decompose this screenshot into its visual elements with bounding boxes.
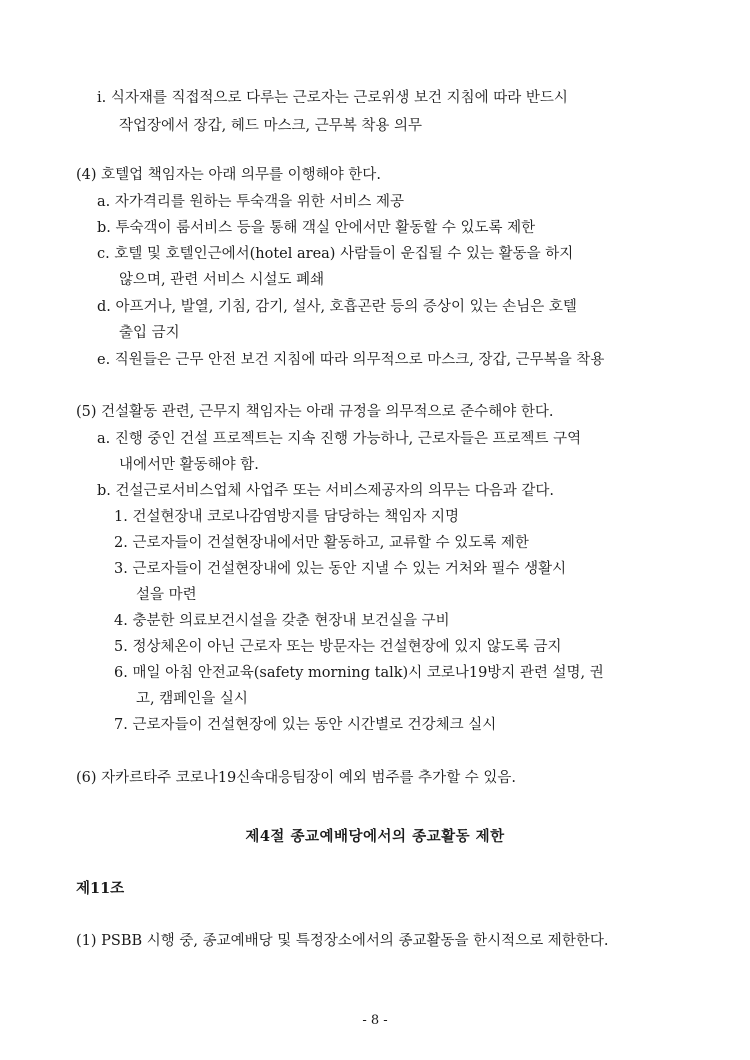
- section-5-numbered-3-line2: 설을 마련: [136, 587, 197, 603]
- item-i-line2: 작업장에서 장갑, 헤드 마스크, 근무복 착용 의무: [119, 118, 423, 134]
- section-4-item-b: b. 투숙객이 룸서비스 등을 통해 객실 안에서만 활동할 수 있도록 제한: [97, 220, 536, 236]
- section-5-numbered-6-line2: 고, 캠페인을 실시: [136, 691, 248, 707]
- section-6-heading: (6) 자카르타주 코로나19신속대응팀장이 예외 범주를 추가할 수 있음.: [76, 770, 517, 786]
- section-5-heading: (5) 건설활동 관련, 근무지 책임자는 아래 규정을 의무적으로 준수해야 한다.: [76, 404, 554, 420]
- section-4-item-d-line1: d. 아프거나, 발열, 기침, 감기, 설사, 호흡곤란 등의 증상이 있는 손님은 호텔: [97, 299, 577, 315]
- item-i-line1: i. 식자재를 직접적으로 다루는 근로자는 근로위생 보건 지침에 따라 반드시: [97, 90, 568, 106]
- section-5-numbered-4: 4. 충분한 의료보건시설을 갖춘 현장내 보건실을 구비: [114, 613, 450, 629]
- section-5-numbered-7: 7. 근로자들이 건설현장에 있는 동안 시간별로 건강체크 실시: [114, 717, 497, 733]
- section-4-heading: (4) 호텔업 책임자는 아래 의무를 이행해야 한다.: [76, 167, 381, 183]
- section-5-numbered-1: 1. 건설현장내 코로나감염방지를 담당하는 책임자 지명: [114, 509, 460, 525]
- section-5-numbered-6-line1: 6. 매일 아침 안전교육(safety morning talk)시 코로나19방지 관련 설명, 권: [114, 665, 604, 681]
- section-4-item-c-line2: 않으며, 관련 서비스 시설도 폐쇄: [119, 272, 325, 288]
- section-4-item-e: e. 직원들은 근무 안전 보건 지침에 따라 의무적으로 마스크, 장갑, 근무복을 착용: [97, 352, 605, 368]
- article-11-paragraph-1: (1) PSBB 시행 중, 종교예배당 및 특정장소에서의 종교활동을 한시적으로 제한한다.: [76, 933, 609, 949]
- section-5-numbered-2: 2. 근로자들이 건설현장내에서만 활동하고, 교류할 수 있도록 제한: [114, 535, 529, 551]
- section-5-item-a-line1: a. 진행 중인 건설 프로젝트는 지속 진행 가능하나, 근로자들은 프로젝트 구역: [97, 431, 582, 447]
- section-5-numbered-5: 5. 정상체온이 아닌 근로자 또는 방문자는 건설현장에 있지 않도록 금지: [114, 639, 562, 655]
- section-4-item-c-line1: c. 호텔 및 호텔인근에서(hotel area) 사람들이 운집될 수 있는 활동을 하지: [97, 246, 574, 262]
- page-number: - 8 -: [362, 1013, 388, 1028]
- article-title: 제11조: [76, 880, 125, 897]
- section-4-item-d-line2: 출입 금지: [119, 325, 180, 341]
- section-4-item-a: a. 자가격리를 원하는 투숙객을 위한 서비스 제공: [97, 194, 405, 210]
- section-5-item-b: b. 건설근로서비스업체 사업주 또는 서비스제공자의 의무는 다음과 같다.: [97, 483, 554, 499]
- section-5-numbered-3-line1: 3. 근로자들이 건설현장내에 있는 동안 지낼 수 있는 거처와 필수 생활시: [114, 561, 567, 577]
- section-5-item-a-line2: 내에서만 활동해야 함.: [119, 457, 259, 473]
- chapter-title: 제4절 종교예배당에서의 종교활동 제한: [245, 828, 505, 845]
